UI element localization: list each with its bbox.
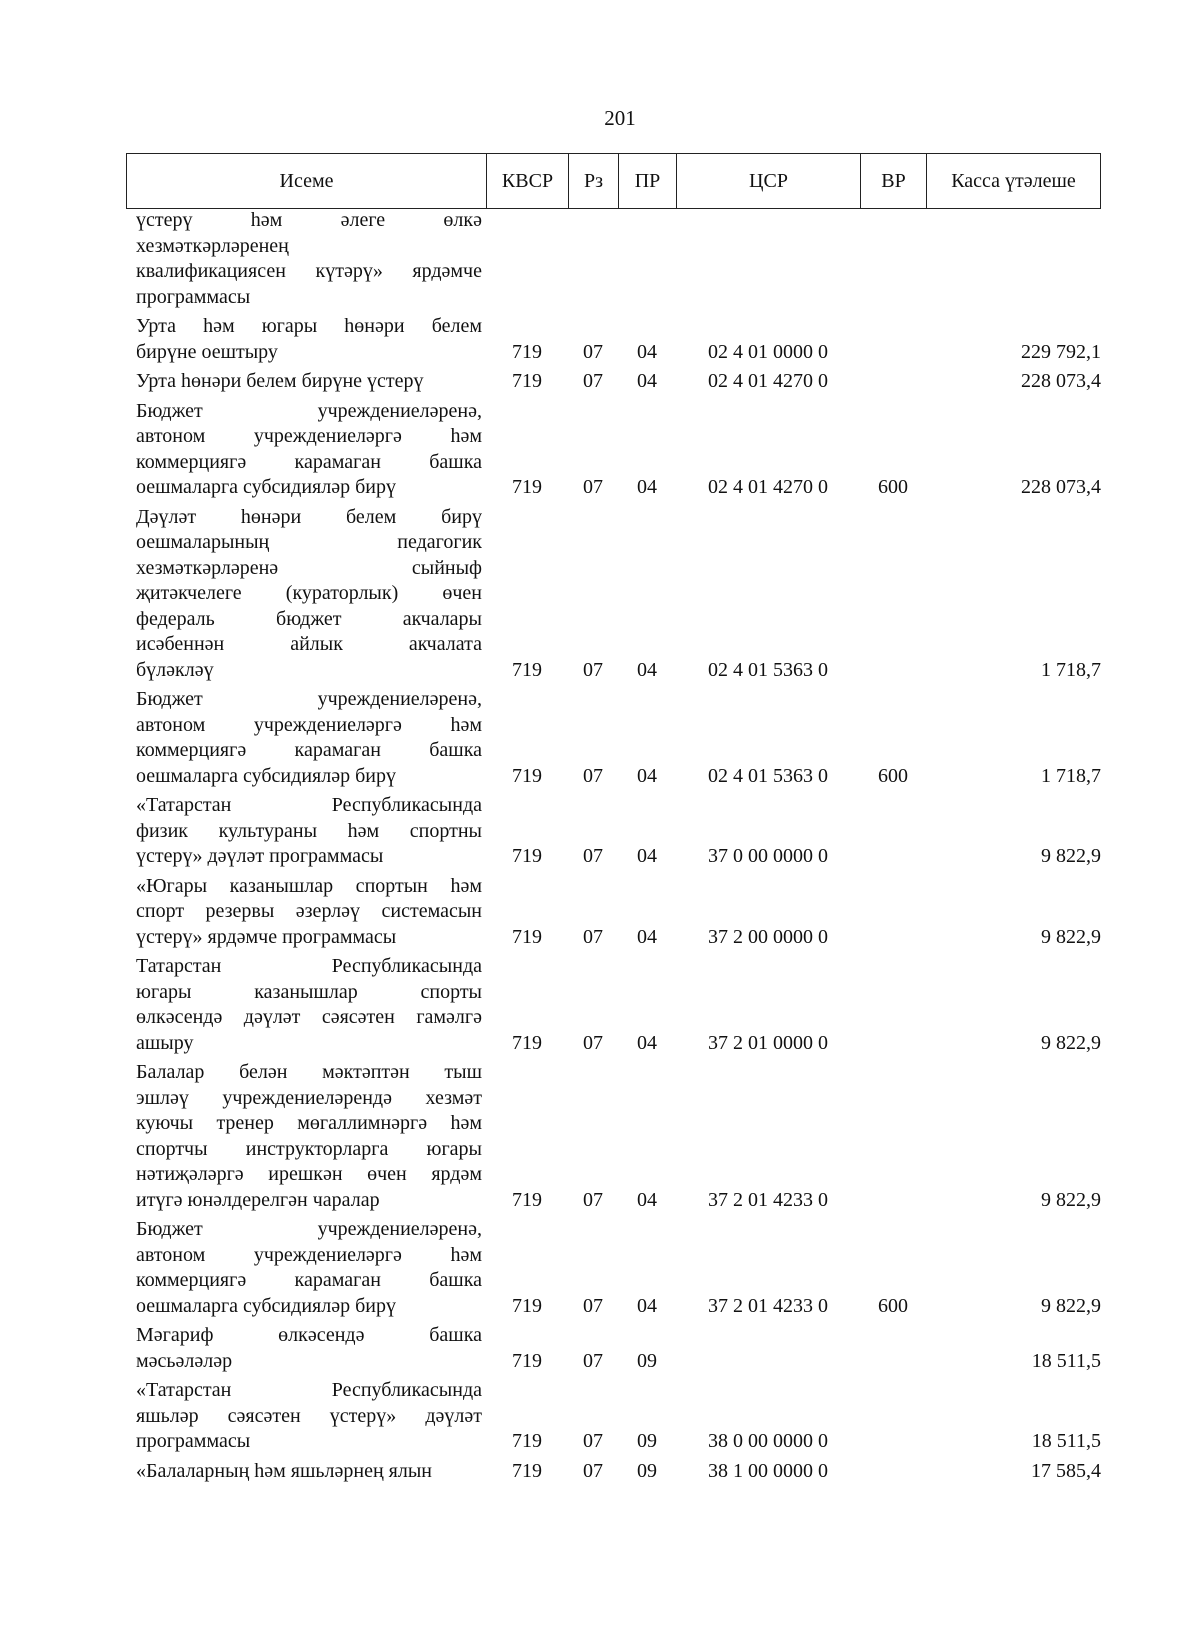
cell-csr: 02 4 01 4270 0	[708, 370, 828, 392]
row-name	[126, 793, 486, 874]
cell-pr: 04	[637, 370, 657, 392]
cell-csr: 02 4 01 0000 0	[708, 340, 828, 363]
table-row	[126, 1060, 1109, 1217]
cell-kvsr: 719	[512, 340, 542, 363]
cell-pr: 09	[637, 1459, 657, 1482]
cell-csr: 37 2 01 0000 0	[708, 1031, 828, 1054]
cell-pr: 09	[637, 1349, 657, 1372]
cell-vr	[860, 1060, 926, 1217]
row-name-line: автоном учреждениеләргә һәм	[136, 1243, 482, 1266]
table-row	[126, 1459, 1109, 1489]
cell-csr	[676, 1323, 860, 1378]
row-name	[126, 687, 486, 793]
cell-rz: 07	[583, 1031, 603, 1054]
row-name-line: физик культураны һәм спортны	[136, 819, 482, 842]
cell-csr	[676, 208, 860, 314]
cell-rz: 07	[583, 764, 603, 787]
cell-kvsr: 719	[512, 845, 542, 867]
cell-kassa: 228 073,4	[1021, 370, 1101, 392]
cell-kvsr: 719	[512, 1031, 542, 1054]
cell-rz: 07	[583, 340, 603, 363]
row-name-line: хезмәткәрләренә сыйныф	[136, 556, 482, 579]
row-name-line: коммерциягә карамаган башка	[136, 450, 482, 473]
cell-csr: 02 4 01 4270 0	[708, 476, 828, 498]
cell-csr: 37 2 00 0000 0	[708, 925, 828, 948]
row-name-line: автоном учреждениеләргә һәм	[136, 713, 482, 736]
row-name-line: югары казанышлар спорты	[136, 980, 482, 1003]
cell-rz: 07	[583, 1459, 603, 1482]
cell-vr: 600	[878, 764, 908, 787]
row-name-line: мәсьәләләр	[136, 1349, 233, 1372]
row-name	[126, 1378, 486, 1459]
cell-vr	[860, 954, 926, 1060]
cell-rz: 07	[583, 658, 603, 681]
cell-csr: 37 2 01 4233 0	[708, 1294, 828, 1317]
row-name-line: нәтиҗәләргә ирешкән өчен ярдәм	[136, 1163, 482, 1185]
table-row	[126, 954, 1109, 1060]
row-name	[126, 314, 486, 369]
table-row	[126, 874, 1109, 955]
cell-kassa: 229 792,1	[1021, 340, 1101, 363]
budget-table	[126, 208, 1109, 1488]
cell-kassa: 1 718,7	[1041, 658, 1101, 681]
row-name-line: яшьләр сәясәтен үстерү» дәүләт	[136, 1404, 482, 1427]
row-name-line: спортчы инструкторларга югары	[136, 1137, 482, 1160]
cell-rz: 07	[583, 1349, 603, 1372]
row-name-line: үстерү» дәүләт программасы	[136, 845, 384, 867]
row-name-line: программасы	[136, 1430, 251, 1452]
cell-kassa: 17 585,4	[1031, 1459, 1101, 1482]
cell-pr: 04	[637, 925, 657, 948]
cell-vr	[860, 208, 926, 314]
cell-csr: 37 0 00 0000 0	[708, 845, 828, 867]
cell-vr	[860, 369, 926, 399]
cell-rz: 07	[583, 925, 603, 948]
row-name	[126, 505, 486, 688]
row-name-line: Татарстан Республикасында	[136, 955, 482, 977]
cell-pr: 04	[637, 845, 657, 867]
cell-rz: 07	[583, 370, 603, 392]
row-name-line: җитәкчелеге (кураторлык) өчен	[136, 582, 482, 604]
table-row	[126, 1378, 1109, 1459]
cell-vr	[860, 1459, 926, 1489]
cell-rz: 07	[583, 476, 603, 498]
row-name-line: Урта һәм югары һөнәри белем	[136, 315, 482, 337]
row-name-line: Бюджет учреждениеләренә,	[136, 688, 482, 710]
cell-kvsr: 719	[512, 764, 542, 787]
column-header-rz: Рз	[569, 154, 619, 209]
cell-pr: 04	[637, 658, 657, 681]
cell-pr: 04	[637, 1031, 657, 1054]
row-name	[126, 954, 486, 1060]
cell-csr: 02 4 01 5363 0	[708, 658, 828, 681]
cell-vr	[860, 1323, 926, 1378]
row-name	[126, 1060, 486, 1217]
cell-kvsr: 719	[512, 1430, 542, 1452]
table-row	[126, 369, 1109, 399]
row-name-line: коммерциягә карамаган башка	[136, 1269, 482, 1291]
cell-kassa: 1 718,7	[1041, 764, 1101, 787]
row-name	[126, 1323, 486, 1378]
row-name-line: бирүне оештыру	[136, 340, 278, 363]
cell-vr	[860, 793, 926, 874]
cell-pr	[618, 208, 676, 314]
cell-kvsr: 719	[512, 370, 542, 392]
cell-rz: 07	[583, 1188, 603, 1211]
row-name-line: өлкәсендә дәүләт сәясәтен гамәлгә	[136, 1006, 482, 1028]
cell-kvsr: 719	[512, 1188, 542, 1211]
cell-pr: 04	[637, 764, 657, 787]
cell-vr	[860, 1378, 926, 1459]
cell-rz	[568, 208, 618, 314]
row-name-line: Балалар белән мәктәптән тыш	[136, 1061, 482, 1083]
table-row	[126, 314, 1109, 369]
cell-kassa	[926, 208, 1109, 314]
column-header-name: Исеме	[127, 154, 487, 209]
cell-pr: 04	[637, 1294, 657, 1317]
row-name-line: «Югары казанышлар спортын һәм	[136, 874, 482, 897]
cell-rz: 07	[583, 1294, 603, 1317]
row-name-line: итүгә юнәлдерелгән чаралар	[136, 1188, 380, 1211]
cell-kvsr: 719	[512, 1349, 542, 1372]
row-name-line: «Татарстан Республикасында	[136, 1379, 482, 1401]
row-name-line: үстерү һәм әлеге өлкә	[136, 209, 482, 231]
cell-kassa: 9 822,9	[1041, 845, 1101, 867]
table-row	[126, 399, 1109, 505]
row-name-line: оешмаларга субсидияләр бирү	[136, 1294, 396, 1317]
row-name-line: федераль бюджет акчалары	[136, 607, 482, 630]
row-name-line: хезмәткәрләренең	[136, 234, 289, 257]
row-name	[126, 1459, 486, 1489]
cell-pr: 04	[637, 1188, 657, 1211]
row-name-line: коммерциягә карамаган башка	[136, 739, 482, 761]
row-name-line: исәбеннән айлык акчалата	[136, 633, 482, 655]
row-name-line: оешмаларга субсидияләр бирү	[136, 476, 396, 498]
row-name	[126, 1217, 486, 1323]
column-header-kvsr: КВСР	[487, 154, 569, 209]
cell-kvsr: 719	[512, 476, 542, 498]
cell-csr: 37 2 01 4233 0	[708, 1188, 828, 1211]
column-header-kassa: Касса үтәлеше	[927, 154, 1101, 209]
cell-kvsr: 719	[512, 1459, 542, 1482]
row-name-line: автоном учреждениеләргә һәм	[136, 425, 482, 447]
page-number: 201	[604, 106, 636, 130]
cell-csr: 38 0 00 0000 0	[708, 1430, 828, 1452]
row-name-line: «Балаларның һәм яшьләрнең ялын	[136, 1459, 432, 1482]
cell-vr: 600	[878, 476, 908, 498]
row-name-line: оешмаларының педагогик	[136, 531, 482, 553]
cell-vr	[860, 505, 926, 688]
cell-pr: 04	[637, 476, 657, 498]
table-row	[126, 208, 1109, 314]
row-name-line: Дәүләт һөнәри белем бирү	[136, 505, 482, 528]
row-name-line: үстерү» ярдәмче программасы	[136, 925, 397, 948]
cell-pr: 04	[637, 340, 657, 363]
column-header-csr: ЦСР	[677, 154, 861, 209]
cell-csr: 38 1 00 0000 0	[708, 1459, 828, 1482]
cell-kvsr: 719	[512, 1294, 542, 1317]
row-name-line: куючы тренер мөгаллимнәргә һәм	[136, 1112, 482, 1134]
cell-kassa: 18 511,5	[1031, 1430, 1101, 1452]
cell-vr: 600	[878, 1294, 908, 1317]
cell-kassa: 18 511,5	[1031, 1349, 1101, 1372]
row-name-line: спорт резервы әзерләү системасын	[136, 900, 482, 922]
cell-csr: 02 4 01 5363 0	[708, 764, 828, 787]
cell-kassa: 9 822,9	[1041, 1294, 1101, 1317]
row-name	[126, 369, 486, 399]
cell-kassa: 9 822,9	[1041, 925, 1101, 948]
column-header-vr: ВР	[861, 154, 927, 209]
cell-rz: 07	[583, 1430, 603, 1452]
cell-kassa: 228 073,4	[1021, 476, 1101, 498]
row-name-line: Урта һөнәри белем бирүне үстерү	[136, 370, 424, 392]
row-name-line: эшләү учреждениеләрендә хезмәт	[136, 1086, 482, 1109]
row-name	[126, 399, 486, 505]
table-row	[126, 793, 1109, 874]
cell-kvsr	[486, 208, 568, 314]
cell-rz: 07	[583, 845, 603, 867]
row-name-line: ашыру	[136, 1031, 194, 1054]
row-name-line: Бюджет учреждениеләренә,	[136, 1218, 482, 1240]
row-name-line: оешмаларга субсидияләр бирү	[136, 764, 396, 787]
row-name-line: квалификациясен күтәрү» ярдәмче	[136, 260, 482, 282]
row-name-line: программасы	[136, 285, 251, 308]
cell-vr	[860, 874, 926, 955]
table-header	[126, 153, 1101, 209]
row-name	[126, 874, 486, 955]
cell-kassa: 9 822,9	[1041, 1188, 1101, 1211]
cell-vr	[860, 314, 926, 369]
cell-kassa: 9 822,9	[1041, 1031, 1101, 1054]
row-name-line: «Татарстан Республикасында	[136, 794, 482, 816]
column-header-pr: ПР	[619, 154, 677, 209]
cell-kvsr: 719	[512, 658, 542, 681]
row-name-line: Бюджет учреждениеләренә,	[136, 399, 482, 422]
table-row	[126, 1323, 1109, 1378]
table-row	[126, 687, 1109, 793]
table-row	[126, 505, 1109, 688]
cell-pr: 09	[637, 1430, 657, 1452]
cell-kvsr: 719	[512, 925, 542, 948]
row-name-line: Мәгариф өлкәсендә башка	[136, 1324, 482, 1346]
table-row	[126, 1217, 1109, 1323]
row-name	[126, 208, 486, 314]
row-name-line: бүләкләү	[136, 658, 214, 681]
